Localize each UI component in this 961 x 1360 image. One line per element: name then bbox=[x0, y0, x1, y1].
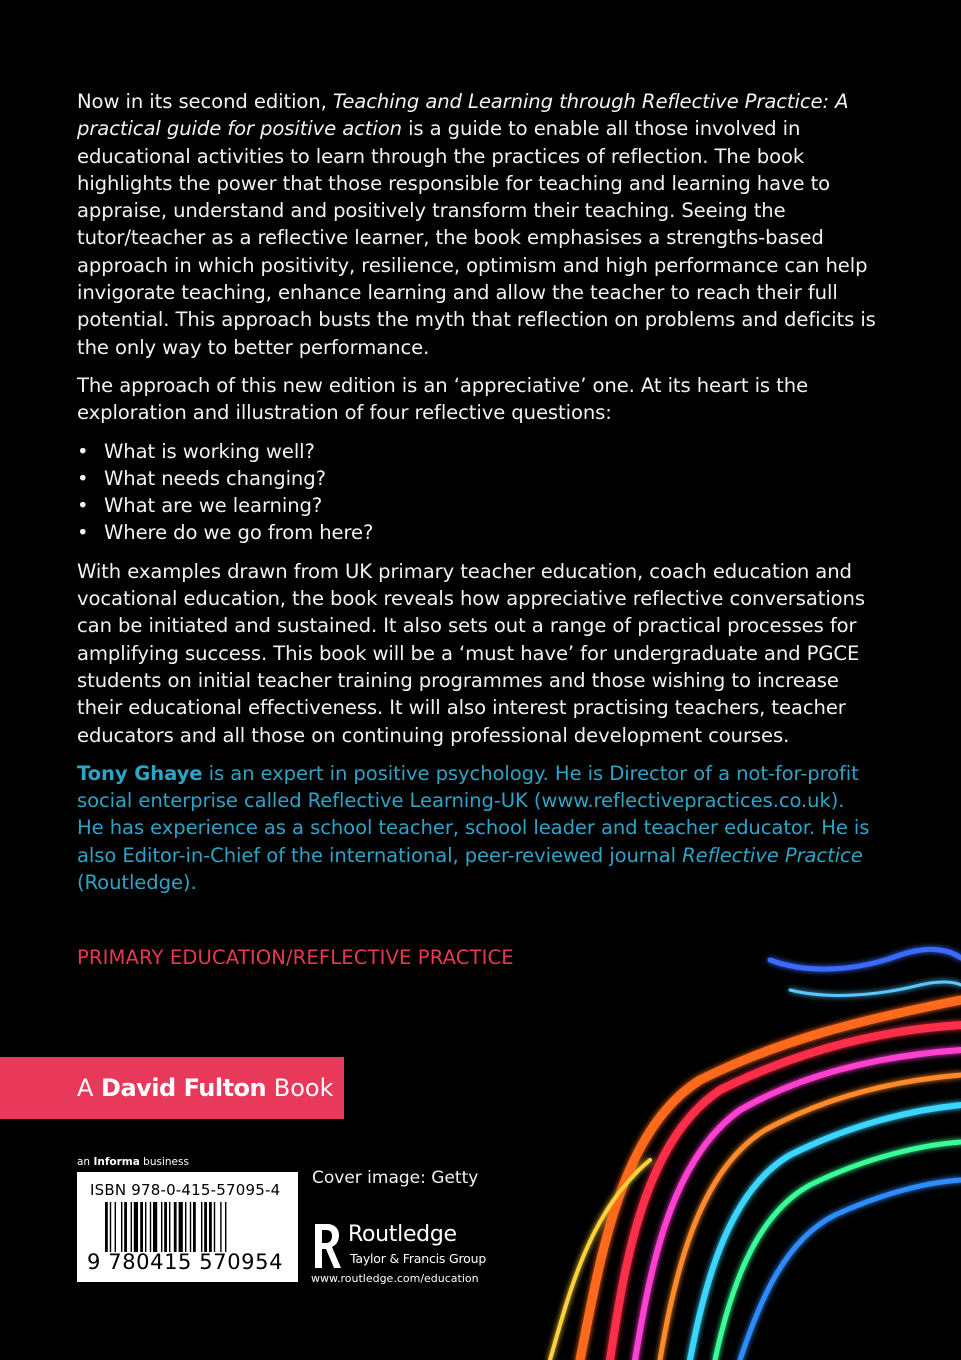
banner-prefix: A bbox=[77, 1074, 102, 1102]
list-item: • What is working well? bbox=[77, 438, 877, 465]
approach-paragraph: The approach of this new edition is an ‘appreciative’ one. At its heart is the exploration and illustration of four reflective questions: bbox=[77, 373, 809, 425]
barcode-bars bbox=[105, 1202, 275, 1252]
author-name: Tony Ghaye bbox=[77, 761, 203, 785]
publisher-name: Routledge bbox=[348, 1222, 457, 1247]
barcode-bar bbox=[150, 1202, 151, 1252]
barcode-bar bbox=[169, 1202, 170, 1252]
barcode-bar bbox=[185, 1202, 186, 1252]
publisher-group: Taylor & Francis Group bbox=[350, 1251, 487, 1266]
informa-suffix: business bbox=[139, 1156, 189, 1168]
barcode-bar bbox=[204, 1202, 207, 1252]
barcode-bar bbox=[124, 1202, 127, 1252]
barcode bbox=[77, 1172, 298, 1282]
barcode-bar bbox=[214, 1202, 215, 1252]
list-item: • What needs changing? bbox=[77, 465, 877, 492]
journal-suffix: (Routledge). bbox=[77, 871, 197, 895]
isbn-label: ISBN 978-0-415-57095-4 bbox=[90, 1181, 281, 1199]
barcode-number: 9 780415 570954 bbox=[87, 1250, 284, 1274]
author-bio bbox=[77, 760, 877, 896]
informa-prefix: an bbox=[77, 1156, 94, 1168]
barcode-bar bbox=[225, 1202, 226, 1252]
routledge-logo-icon bbox=[311, 1222, 341, 1270]
barcode-bar bbox=[179, 1202, 183, 1252]
barcode-bar bbox=[161, 1202, 162, 1252]
banner-imprint: David Fulton bbox=[101, 1074, 267, 1102]
barcode-bar bbox=[115, 1202, 116, 1252]
barcode-bar bbox=[140, 1202, 143, 1252]
barcode-bar bbox=[121, 1202, 122, 1252]
barcode-bar bbox=[220, 1202, 221, 1252]
light-trails-image bbox=[540, 930, 961, 1360]
barcode-bar bbox=[153, 1202, 157, 1252]
publisher-url[interactable]: www.routledge.com/education bbox=[311, 1272, 479, 1285]
examples-paragraph: With examples drawn from UK primary teacher education, coach education and vocational education, the book reveals how appreciative reflective conversations can be initiated and sustained. It also sets out a range of practical processes for amplifying success. This book will be a ‘must have’ for undergraduate and PGCE students on initial teacher training programmes and those wishing to increase their educational effectiveness. It will also interest practising teachers, teacher educators and all those on continuing professional development courses. bbox=[77, 559, 865, 747]
list-item: • What are we learning? bbox=[77, 492, 877, 519]
imprint-banner bbox=[0, 1057, 344, 1119]
intro-paragraph bbox=[77, 88, 877, 361]
informa-note bbox=[77, 1156, 189, 1168]
intro-lead: Now in its second edition, bbox=[77, 90, 333, 113]
subject-category: PRIMARY EDUCATION/REFLECTIVE PRACTICE bbox=[77, 946, 514, 969]
barcode-bar bbox=[201, 1202, 202, 1252]
book-title: Teaching and Learning through Reflective Practice: A practical guide for positive action bbox=[77, 90, 849, 141]
barcode-bar bbox=[110, 1202, 111, 1252]
author-bio-text: is an expert in positive psychology. He is Director of a not-for-profit social enterprise called Reflective Learning-UK (www.reflectivepractices.co.uk). He has experience as a school teacher, school leader and teacher educator. He is also Editor-in-Chief of the international, peer-reviewed journal bbox=[77, 761, 870, 867]
barcode-bar bbox=[131, 1202, 132, 1252]
journal-title: Reflective Practice bbox=[682, 843, 863, 867]
barcode-bar bbox=[134, 1202, 138, 1252]
barcode-bar bbox=[174, 1202, 177, 1252]
list-item: • Where do we go from here? bbox=[77, 519, 877, 546]
barcode-bar bbox=[105, 1202, 108, 1252]
barcode-bar bbox=[193, 1202, 196, 1252]
barcode-bar bbox=[190, 1202, 191, 1252]
questions-list bbox=[77, 438, 877, 547]
informa-brand: Informa bbox=[93, 1156, 140, 1168]
barcode-bar bbox=[209, 1202, 212, 1252]
intro-rest: is a guide to enable all those involved in educational activities to learn through the practices of reflection. The book highlights the power that those responsible for teaching and learning have to appraise, understand and positively transform their teaching. Seeing the tutor/teacher as a reflective learner, the book emphasises a strengths-based approach in which positivity, resilience, optimism and high performance can help invigorate teaching, enhance learning and allow the teacher to reach their full potential. This approach busts the myth that reflection on problems and deficits is the only way to better performance. bbox=[77, 117, 876, 359]
cover-image-credit: Cover image: Getty bbox=[312, 1168, 479, 1188]
barcode-bar bbox=[164, 1202, 167, 1252]
barcode-bar bbox=[145, 1202, 146, 1252]
back-cover-text bbox=[77, 88, 877, 907]
banner-suffix: Book bbox=[266, 1074, 334, 1102]
